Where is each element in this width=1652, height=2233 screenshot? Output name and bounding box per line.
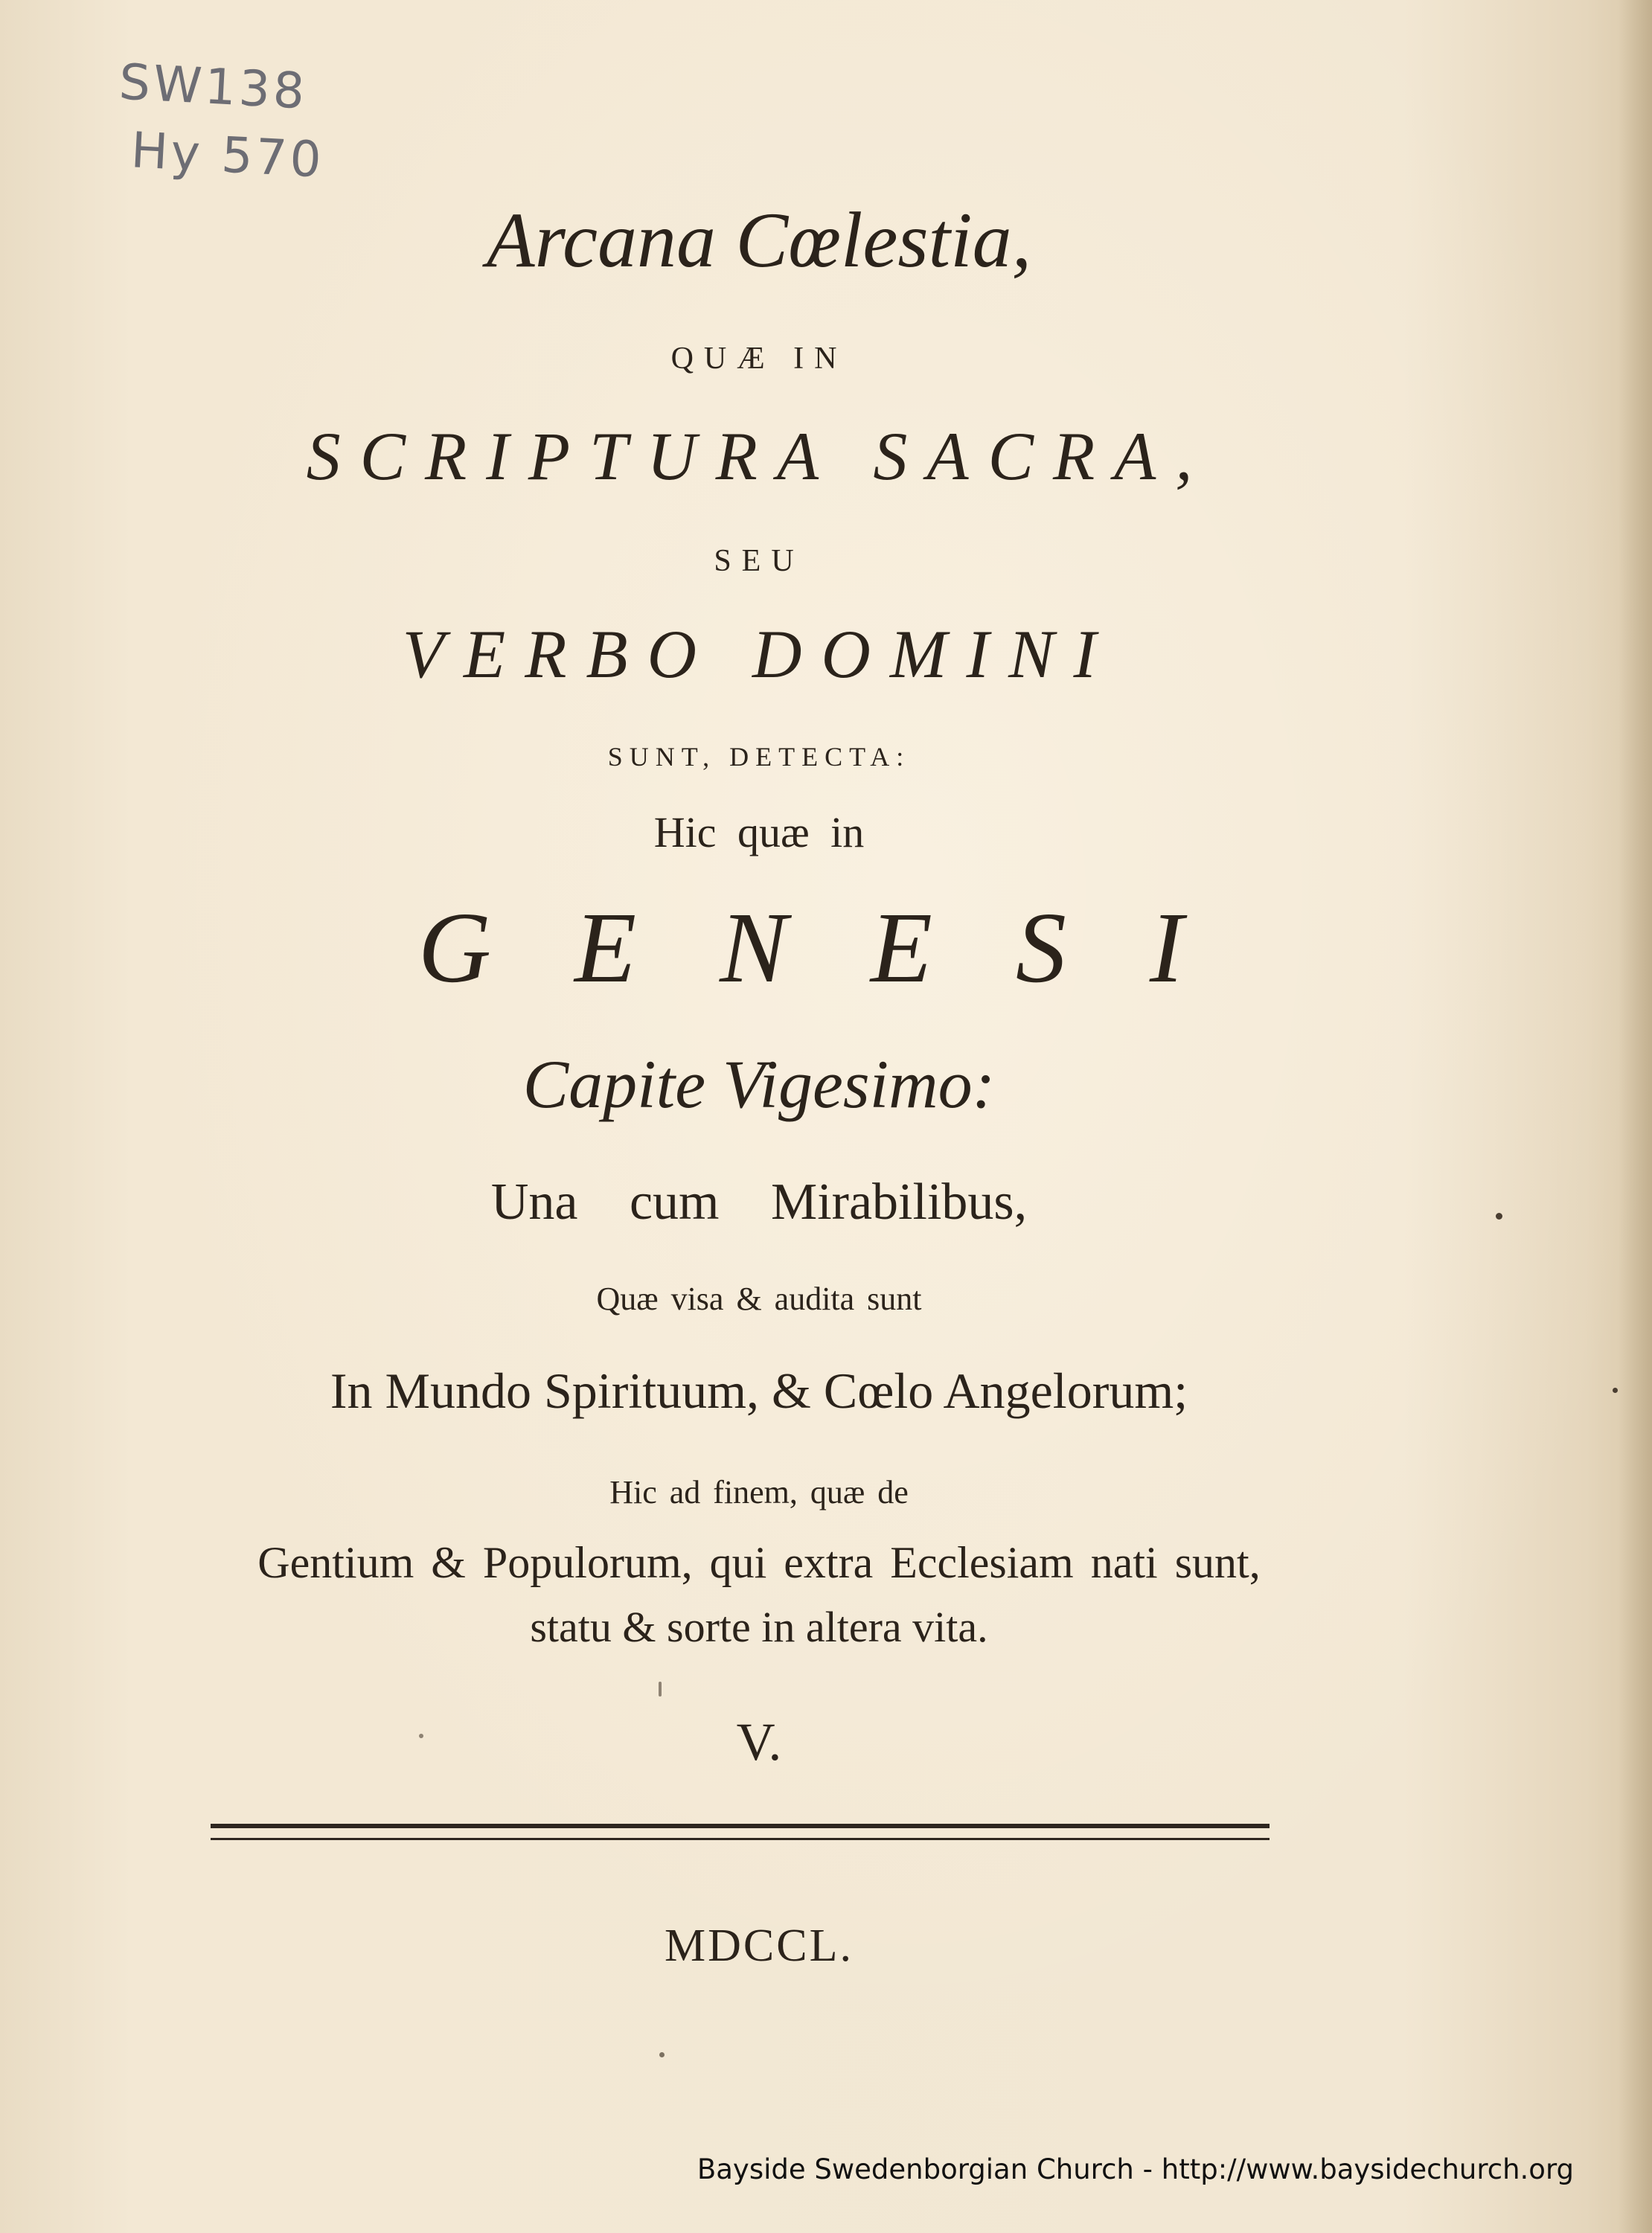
line-capite-vigesimo: Capite Vigesimo:	[522, 1046, 996, 1122]
double-rule-bottom	[211, 1838, 1270, 1840]
page-edge-shadow	[1619, 0, 1652, 2233]
volume-number: V.	[736, 1712, 782, 1772]
line-seu: SEU	[714, 544, 804, 578]
line-scriptura-sacra: SCRIPTURA SACRA,	[306, 418, 1212, 494]
line-statu: statu & sorte in altera vita.	[530, 1603, 988, 1651]
line-hic-ad-finem: Hic ad finem, quæ de	[609, 1474, 909, 1510]
paper-speck	[659, 2052, 665, 2057]
line-hic-quae-in: Hic quæ in	[653, 808, 865, 856]
paper-speck	[659, 1682, 662, 1697]
line-verbo-domini: VERBO DOMINI	[402, 616, 1116, 692]
line-quae-in: QUÆ IN	[670, 342, 848, 376]
line-quae-visa: Quæ visa & audita sunt	[596, 1281, 922, 1317]
line-genesi: GENESI	[417, 892, 1267, 1004]
book-title: Arcana Cœlestia,	[486, 196, 1032, 283]
line-gentium: Gentium & Populorum, qui extra Ecclesiam nati sunt,	[257, 1538, 1261, 1587]
paper-speck	[1496, 1213, 1502, 1220]
line-sunt-detecta: SUNT, DETECTA:	[607, 742, 911, 772]
line-in-mundo: In Mundo Spirituum, & Cœlo Angelorum;	[330, 1362, 1188, 1419]
shelfmark-line-2: Hy 570	[129, 121, 326, 189]
publication-year: MDCCL.	[665, 1920, 854, 1971]
shelfmark-line-1: SW138	[118, 53, 309, 121]
line-una-cum-mirabilibus: Una cum Mirabilibus,	[490, 1173, 1028, 1231]
double-rule-top	[211, 1824, 1270, 1828]
paper-speck	[1613, 1388, 1618, 1393]
paper-speck	[419, 1734, 423, 1738]
watermark-credit: Bayside Swedenborgian Church - http://www.baysidechurch.org	[697, 2153, 1574, 2185]
